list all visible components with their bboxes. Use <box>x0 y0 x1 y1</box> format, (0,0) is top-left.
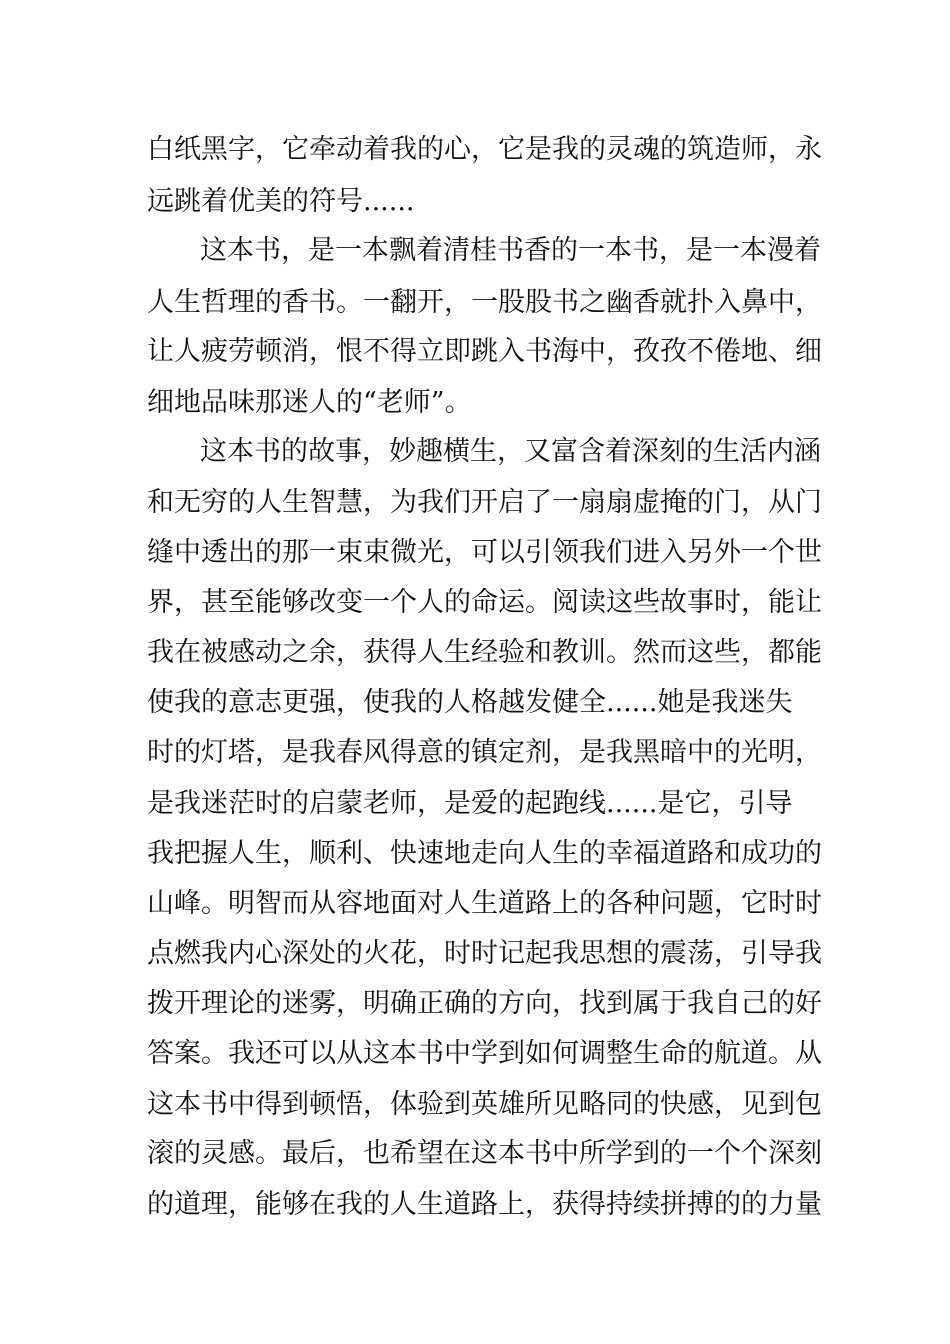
text-line: 远跳着优美的符号...... <box>147 186 415 217</box>
text-line: 点燃我内心深处的火花，时时记起我思想的震荡，引导我 <box>147 938 822 969</box>
paragraph-first-line: 这本书，是一本飘着清桂书香的一本书，是一本漫着 <box>200 235 821 266</box>
text-line: 时的灯塔，是我春风得意的镇定剂，是我黑暗中的光明， <box>147 737 822 768</box>
text-line: 拨开理论的迷雾，明确正确的方向，找到属于我自己的好 <box>147 988 822 1019</box>
text-line: 这本书中得到顿悟，体验到英雄所见略同的快感，见到包 <box>147 1089 822 1120</box>
text-line: 人生哲理的香书。一翻开，一股股书之幽香就扑入鼻中， <box>147 287 822 318</box>
text-line: 我在被感动之余，获得人生经验和教训。然而这些，都能 <box>147 637 822 668</box>
text-line: 是我迷茫时的启蒙老师，是爱的起跑线......是它，引导 <box>147 788 793 819</box>
text-line: 滚的灵感。最后，也希望在这本书中所学到的一个个深刻 <box>147 1138 822 1169</box>
text-line: 我把握人生，顺利、快速地走向人生的幸福道路和成功的 <box>147 838 822 869</box>
text-line: 缝中透出的那一束束微光，可以引领我们进入另外一个世 <box>147 537 822 568</box>
text-line: 答案。我还可以从这本书中学到如何调整生命的航道。从 <box>147 1038 822 1069</box>
text-line: 细地品味那迷人的“老师”。 <box>147 387 472 418</box>
text-line: 的道理，能够在我的人生道路上，获得持续拼搏的的力量 <box>147 1189 822 1220</box>
text-line: 让人疲劳顿消，恨不得立即跳入书海中，孜孜不倦地、细 <box>147 336 822 367</box>
text-line: 和无穷的人生智慧，为我们开启了一扇扇虚掩的门，从门 <box>147 487 822 518</box>
paragraph-first-line: 这本书的故事，妙趣横生，又富含着深刻的生活内涵 <box>200 436 821 467</box>
text-line: 白纸黑字，它牵动着我的心，它是我的灵魂的筑造师，永 <box>147 134 822 165</box>
text-line: 界，甚至能够改变一个人的命运。阅读这些故事时，能让 <box>147 587 822 618</box>
text-line: 山峰。明智而从容地面对人生道路上的各种问题，它时时 <box>147 888 822 919</box>
text-line: 使我的意志更强，使我的人格越发健全......她是我迷失 <box>147 687 793 718</box>
